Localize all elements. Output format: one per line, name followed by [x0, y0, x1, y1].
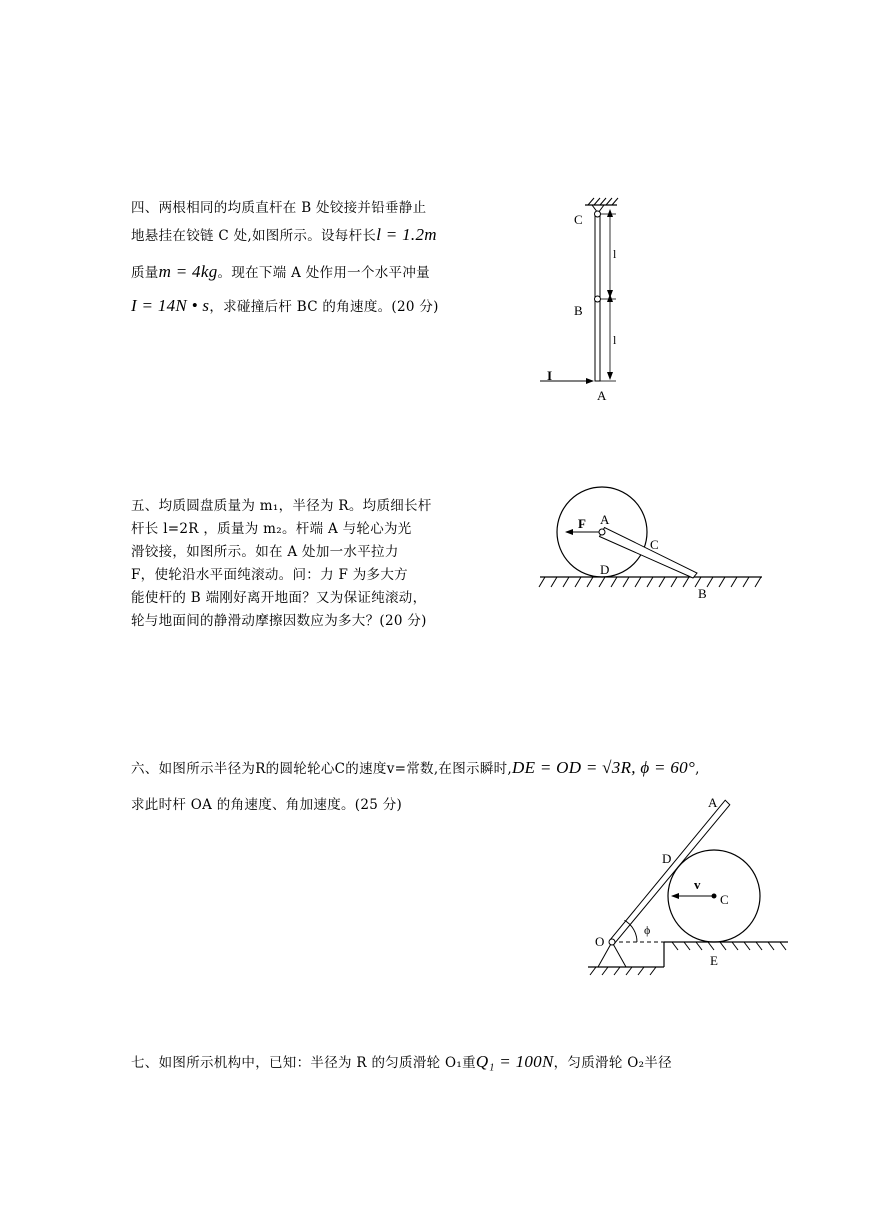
q4-label-length-1: l	[613, 247, 617, 261]
q4-label-c: C	[574, 212, 583, 227]
q4-label-a: A	[597, 388, 607, 403]
q4-hinge-c	[595, 211, 601, 217]
q5-hinge-a	[599, 529, 605, 535]
q7-line-1-text-b: ，匀质滑轮 O₂半径	[553, 1055, 672, 1071]
q4-hinge-b	[595, 296, 601, 302]
q6-ground-lower-hatch	[590, 967, 656, 975]
q5-ground-hatch	[539, 577, 761, 587]
q5-label-c: C	[650, 537, 659, 552]
q4-line-4-text: ，求碰撞后杆 BC 的角速度。(20 分)	[209, 299, 439, 315]
q6-label-e: E	[710, 953, 718, 968]
q5-line-3: 滑铰接，如图所示。如在 A 处加一水平拉力	[131, 544, 399, 560]
q5-line-6: 轮与地面间的静滑动摩擦因数应为多大？(20 分)	[131, 613, 427, 629]
q7-line-1-text-a: 七、如图所示机构中，已知：半径为 R 的匀质滑轮 O₁重	[131, 1055, 476, 1071]
q4-label-impulse: I	[547, 368, 553, 383]
q4-rod-bc	[595, 214, 600, 299]
q6-label-o: O	[595, 934, 605, 949]
q6-condition-formula: DE = OD = √3R, ϕ = 60°	[512, 758, 696, 777]
q6-label-a: A	[708, 795, 718, 810]
q6-label-v: v	[694, 877, 701, 892]
q6-ground-upper-hatch	[672, 942, 786, 950]
q5-line-2: 杆长 l=2R ，质量为 m₂。杆端 A 与轮心为光	[131, 521, 412, 537]
q4-ceiling-hatch	[588, 198, 618, 205]
q6-line-1-comma: ,	[695, 761, 700, 777]
q4-label-length-2: l	[613, 333, 617, 347]
q6-label-d: D	[662, 851, 672, 866]
q4-rod-ab	[595, 300, 600, 381]
q4-line-2-text: 地悬挂在铰链 C 处,如图所示。设每杆长	[131, 228, 377, 244]
q5-line-5: 能使杆的 B 端刚好离开地面？又为保证纯滚动，	[131, 590, 427, 606]
q5-rod	[600, 528, 698, 579]
q6-line-1-text: 六、如图所示半径为R的圆轮轮心C的速度v=常数,在图示瞬时,	[131, 761, 513, 777]
q4-line-3-text-a: 质量	[131, 265, 159, 281]
q6-figure	[588, 800, 788, 975]
q6-label-c: C	[720, 892, 729, 907]
q6-wheel-center	[712, 894, 717, 899]
q5-label-a: A	[600, 512, 610, 527]
q6-hinge-o	[609, 939, 615, 945]
q4-label-b: B	[574, 303, 583, 318]
q4-line-3-text-b: 。现在下端 A 处作用一个水平冲量	[217, 265, 430, 281]
q6-line-2: 求此时杆 OA 的角速度、角加速度。(25 分)	[131, 797, 403, 813]
q5-label-d: D	[600, 562, 610, 577]
q4-line-1: 四、两根相同的均质直杆在 B 处铰接并铅垂静止	[131, 200, 427, 216]
q5-line-4: F，使轮沿水平面纯滚动。问：力 F 为多大方	[131, 567, 408, 583]
q4-length-formula: l = 1.2m	[376, 225, 437, 244]
q7-weight-formula: Q₁ = 100N	[475, 1052, 554, 1071]
q6-label-phi: ϕ	[644, 923, 651, 937]
q5-line-1: 五、均质圆盘质量为 m₁，半径为 R。均质细长杆	[131, 498, 432, 514]
q5-label-f: F	[578, 516, 586, 531]
q5-label-b: B	[698, 586, 707, 601]
q4-mass-formula: m = 4kg	[158, 262, 218, 281]
q4-impulse-formula: I = 14N • s	[131, 296, 210, 315]
